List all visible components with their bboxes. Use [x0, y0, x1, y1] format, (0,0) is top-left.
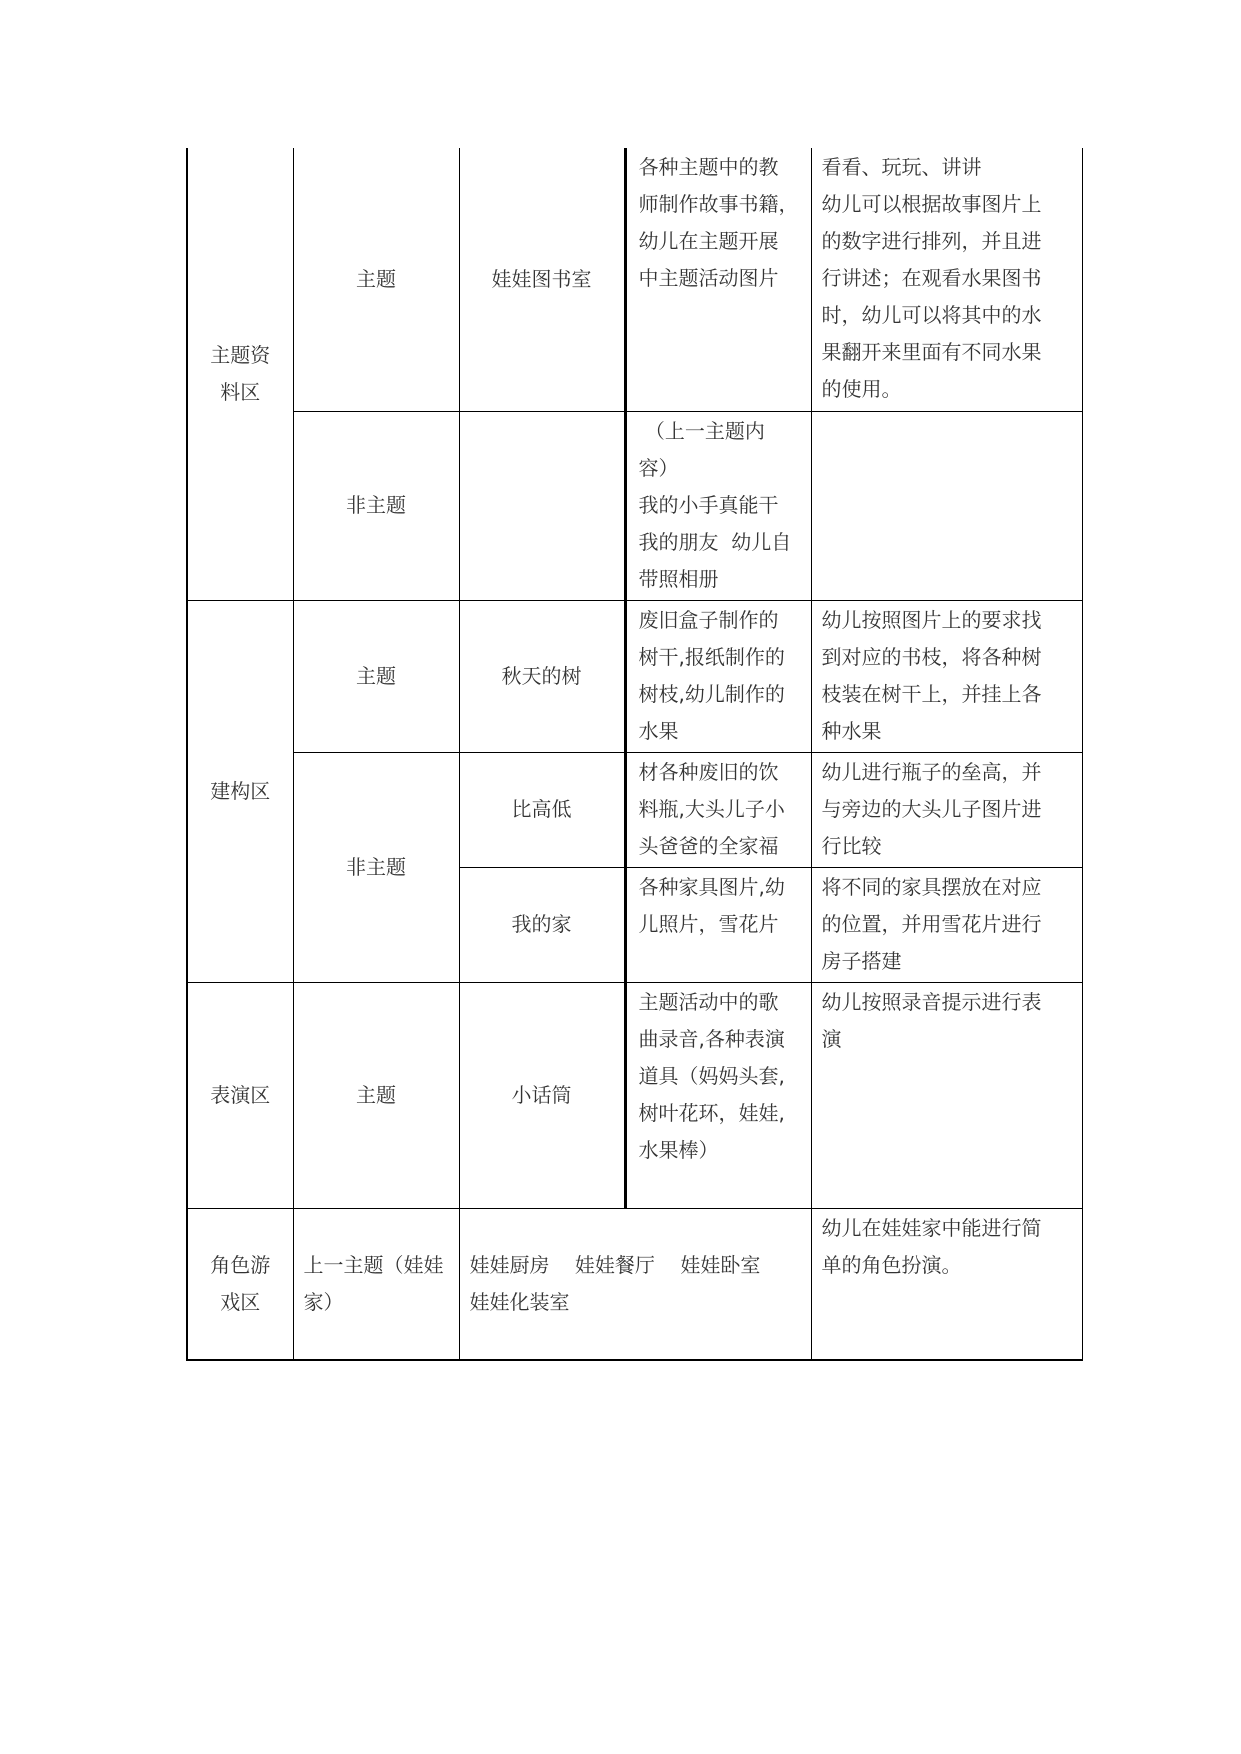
area-label: 建构区	[210, 778, 271, 803]
table-row	[187, 411, 1082, 600]
activity-name-cell	[459, 867, 625, 982]
play-cell	[811, 600, 1082, 752]
theme-cell	[293, 148, 459, 411]
play-cell	[811, 148, 1082, 411]
activity-name: 小话筒	[511, 1082, 572, 1107]
material-cell	[625, 752, 811, 867]
material-cell	[625, 600, 811, 752]
table-row	[187, 752, 1082, 867]
table-row	[187, 1208, 1082, 1360]
theme-cell	[293, 752, 459, 982]
theme-cell	[293, 1208, 459, 1360]
material-text: （上一主题内容） 我的小手真能干 我的朋友 幼儿自 带照相册	[638, 418, 792, 591]
play-cell	[811, 411, 1082, 600]
activity-name-cell	[459, 411, 625, 600]
material-text: 废旧盒子制作的 树干,报纸制作的 树枝,幼儿制作的 水果	[638, 607, 785, 743]
material-cell	[625, 148, 811, 411]
play-cell	[811, 1208, 1082, 1360]
activity-area-table	[186, 148, 1083, 1361]
theme-label: 非主题	[346, 493, 406, 517]
play-text: 幼儿按照录音提示进行表 演	[821, 989, 1042, 1051]
activity-name-cell	[459, 752, 625, 867]
play-text: 幼儿进行瓶子的垒高，并 与旁边的大头儿子图片进 行比较	[821, 759, 1042, 858]
activity-name-material-cell	[459, 1208, 811, 1360]
play-cell	[811, 982, 1082, 1208]
area-cell	[187, 1208, 293, 1360]
table-row	[187, 148, 1082, 411]
play-cell	[811, 752, 1082, 867]
activity-name-material-text: 娃娃厨房 娃娃餐厅 娃娃卧室 娃娃化装室	[469, 1252, 761, 1314]
area-label: 表演区	[210, 1082, 271, 1107]
theme-label: 上一主题（娃娃 家）	[303, 1252, 444, 1314]
activity-name: 我的家	[511, 912, 572, 936]
area-label: 主题资 料区	[210, 342, 271, 404]
play-cell	[811, 867, 1082, 982]
theme-label: 主题	[356, 266, 396, 291]
material-cell	[625, 982, 811, 1208]
play-text: 将不同的家具摆放在对应 的位置，并用雪花片进行 房子搭建	[821, 874, 1042, 973]
material-text: 主题活动中的歌 曲录音,各种表演 道具（妈妈头套, 树叶花环，娃娃, 水果棒）	[638, 989, 785, 1162]
table-row	[187, 600, 1082, 752]
area-cell	[187, 148, 293, 600]
play-text: 看看、玩玩、讲讲 幼儿可以根据故事图片上 的数字进行排列，并且进 行讲述；在观看水果图书 时，幼儿可以将其中的水 果翻开来里面有不同水果 的使用。	[821, 155, 1042, 401]
activity-name: 比高低	[511, 797, 572, 821]
area-cell	[187, 600, 293, 982]
theme-cell	[293, 982, 459, 1208]
material-text: 材各种废旧的饮 料瓶,大头儿子小 头爸爸的全家福	[638, 759, 785, 858]
area-cell	[187, 982, 293, 1208]
table-row	[187, 982, 1082, 1208]
activity-name: 秋天的树	[501, 663, 582, 688]
activity-name-cell	[459, 982, 625, 1208]
theme-label: 主题	[356, 663, 396, 688]
theme-label: 主题	[356, 1082, 396, 1107]
play-text: 幼儿在娃娃家中能进行简 单的角色扮演。	[821, 1215, 1042, 1277]
material-cell	[625, 411, 811, 600]
activity-name-cell	[459, 600, 625, 752]
material-cell	[625, 867, 811, 982]
theme-label: 非主题	[346, 854, 406, 879]
play-text: 幼儿按照图片上的要求找 到对应的书枝，将各种树 枝装在树干上，并挂上各 种水果	[821, 607, 1042, 743]
material-text: 各种家具图片,幼 儿照片，雪花片	[638, 874, 785, 936]
theme-cell	[293, 600, 459, 752]
material-text: 各种主题中的教 师制作故事书籍， 幼儿在主题开展 中主题活动图片	[638, 155, 799, 290]
activity-name: 娃娃图书室	[491, 266, 592, 291]
area-label: 角色游 戏区	[210, 1252, 271, 1314]
theme-cell	[293, 411, 459, 600]
activity-name-cell	[459, 148, 625, 411]
